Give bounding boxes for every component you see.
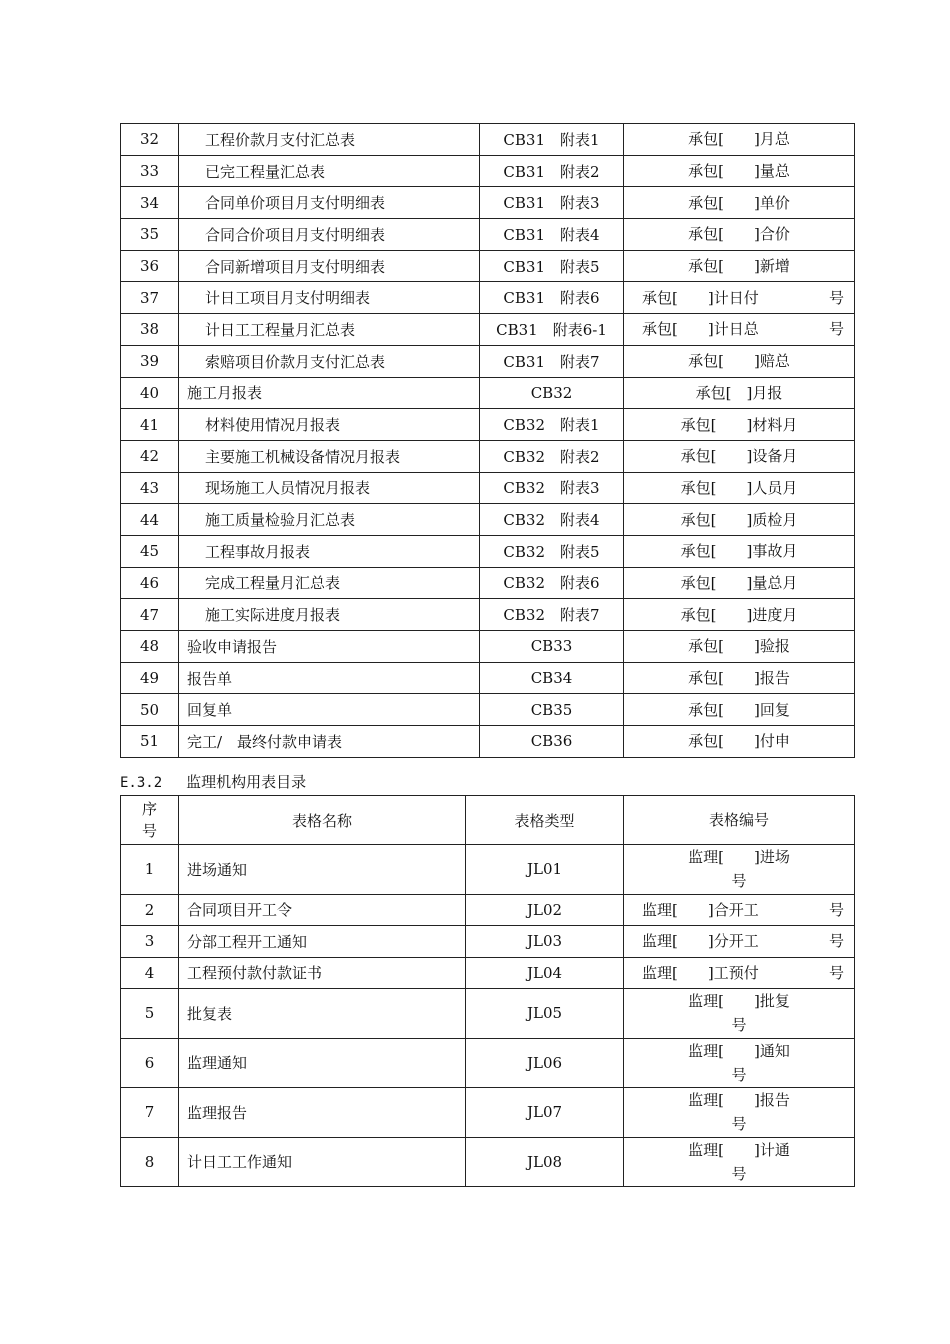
table-row xyxy=(121,472,855,504)
table-row xyxy=(121,282,855,314)
row-number: 39 xyxy=(121,345,179,377)
form-name: 合同新增项目月支付明细表 xyxy=(179,250,480,282)
form-code-suffix: 号 xyxy=(828,320,844,339)
form-code-text: 监理[ ]通知 xyxy=(688,1041,790,1060)
form-code-text: 承包[ ]报告 xyxy=(688,669,790,688)
form-code-suffix: 号 xyxy=(828,963,844,982)
form-name: 回复单 xyxy=(179,694,480,726)
form-name: 合同合价项目月支付明细表 xyxy=(179,219,480,251)
form-code xyxy=(624,989,855,1039)
row-number: 8 xyxy=(121,1137,179,1187)
form-name: 监理通知 xyxy=(179,1038,466,1088)
table-row xyxy=(121,599,855,631)
form-code xyxy=(624,567,855,599)
table-row xyxy=(121,926,855,958)
form-type: CB31 附表6-1 xyxy=(480,314,624,346)
header-type: 表格类型 xyxy=(466,796,624,845)
form-type: CB32 附表4 xyxy=(480,504,624,536)
row-number: 2 xyxy=(121,894,179,926)
form-code-suffix: 号 xyxy=(731,1164,747,1183)
form-code-text: 承包[ ]计日总 xyxy=(642,320,759,339)
form-name: 施工质量检验月汇总表 xyxy=(179,504,480,536)
form-type: JL05 xyxy=(466,989,624,1039)
form-type: CB31 附表7 xyxy=(480,345,624,377)
table-row xyxy=(121,989,855,1039)
row-number: 45 xyxy=(121,535,179,567)
row-number: 4 xyxy=(121,957,179,989)
form-code-text: 承包[ ]单价 xyxy=(688,193,790,212)
form-code-suffix: 号 xyxy=(731,1115,747,1134)
form-type: JL06 xyxy=(466,1038,624,1088)
form-code-text: 承包[ ]量总 xyxy=(688,162,790,181)
form-type: CB31 附表4 xyxy=(480,219,624,251)
table-row xyxy=(121,726,855,758)
contractor-forms-table xyxy=(120,123,855,758)
supervision-forms-table xyxy=(120,795,855,1187)
form-code-text: 监理[ ]报告 xyxy=(688,1091,790,1110)
row-number: 48 xyxy=(121,631,179,663)
row-number: 1 xyxy=(121,845,179,895)
form-code xyxy=(624,694,855,726)
form-name: 工程事故月报表 xyxy=(179,535,480,567)
form-name: 索赔项目价款月支付汇总表 xyxy=(179,345,480,377)
table-row xyxy=(121,250,855,282)
form-code xyxy=(624,504,855,536)
form-name: 完工/ 最终付款申请表 xyxy=(179,726,480,758)
row-number: 49 xyxy=(121,662,179,694)
form-name: 批复表 xyxy=(179,989,466,1039)
table-row xyxy=(121,845,855,895)
table-row xyxy=(121,1038,855,1088)
form-code xyxy=(624,314,855,346)
form-code-suffix: 号 xyxy=(731,872,747,891)
form-code-suffix: 号 xyxy=(828,900,844,919)
form-code xyxy=(624,926,855,958)
form-name: 合同项目开工令 xyxy=(179,894,466,926)
form-code xyxy=(624,599,855,631)
form-code xyxy=(624,155,855,187)
table-row xyxy=(121,345,855,377)
header-no xyxy=(121,796,179,845)
form-type: JL02 xyxy=(466,894,624,926)
form-name: 工程价款月支付汇总表 xyxy=(179,124,480,156)
row-number: 35 xyxy=(121,219,179,251)
row-number: 6 xyxy=(121,1038,179,1088)
form-code-text: 监理[ ]工预付 xyxy=(642,963,759,982)
header-no-line2: 号 xyxy=(141,822,157,840)
table-row xyxy=(121,631,855,663)
table-row xyxy=(121,894,855,926)
form-code-text: 承包[ ]事故月 xyxy=(680,542,798,561)
form-type: JL01 xyxy=(466,845,624,895)
form-code-text: 承包[ ]进度月 xyxy=(680,605,798,624)
form-type: CB34 xyxy=(480,662,624,694)
form-name: 材料使用情况月报表 xyxy=(179,409,480,441)
form-type: JL03 xyxy=(466,926,624,958)
form-name: 监理报告 xyxy=(179,1088,466,1138)
form-code xyxy=(624,1088,855,1138)
form-name: 主要施工机械设备情况月报表 xyxy=(179,440,480,472)
table-row xyxy=(121,957,855,989)
row-number: 51 xyxy=(121,726,179,758)
form-name: 完成工程量月汇总表 xyxy=(179,567,480,599)
form-code-suffix: 号 xyxy=(828,932,844,951)
form-type: CB31 附表1 xyxy=(480,124,624,156)
form-type: CB32 附表6 xyxy=(480,567,624,599)
table-row xyxy=(121,377,855,409)
form-name: 已完工程量汇总表 xyxy=(179,155,480,187)
table-row xyxy=(121,440,855,472)
form-code-text: 承包[ ]月总 xyxy=(688,130,790,149)
form-type: CB31 附表5 xyxy=(480,250,624,282)
form-code-text: 监理[ ]分开工 xyxy=(642,932,759,951)
form-type: CB36 xyxy=(480,726,624,758)
table-row xyxy=(121,1088,855,1138)
form-name: 合同单价项目月支付明细表 xyxy=(179,187,480,219)
row-number: 32 xyxy=(121,124,179,156)
form-code-text: 承包[ ]计日付 xyxy=(642,288,759,307)
row-number: 3 xyxy=(121,926,179,958)
form-name: 施工月报表 xyxy=(179,377,480,409)
header-no-line1: 序 xyxy=(141,800,157,818)
form-type: CB32 附表1 xyxy=(480,409,624,441)
form-code xyxy=(624,250,855,282)
form-type: CB32 附表7 xyxy=(480,599,624,631)
table-row xyxy=(121,155,855,187)
table-row xyxy=(121,409,855,441)
table-row xyxy=(121,124,855,156)
table-row xyxy=(121,504,855,536)
row-number: 50 xyxy=(121,694,179,726)
form-code xyxy=(624,345,855,377)
table-row xyxy=(121,219,855,251)
form-name: 现场施工人员情况月报表 xyxy=(179,472,480,504)
form-name: 报告单 xyxy=(179,662,480,694)
form-name: 工程预付款付款证书 xyxy=(179,957,466,989)
form-code-text: 承包[ ]质检月 xyxy=(680,510,798,529)
row-number: 43 xyxy=(121,472,179,504)
form-code xyxy=(624,377,855,409)
form-code-text: 承包[ ]新增 xyxy=(688,257,790,276)
form-code xyxy=(624,409,855,441)
form-code xyxy=(624,1038,855,1088)
form-type: CB31 附表3 xyxy=(480,187,624,219)
form-name: 进场通知 xyxy=(179,845,466,895)
row-number: 38 xyxy=(121,314,179,346)
row-number: 47 xyxy=(121,599,179,631)
form-code-text: 承包[ ]人员月 xyxy=(680,478,798,497)
header-name: 表格名称 xyxy=(179,796,466,845)
form-name: 计日工工作通知 xyxy=(179,1137,466,1187)
form-code xyxy=(624,535,855,567)
section-heading xyxy=(120,771,306,792)
form-code-suffix: 号 xyxy=(731,1016,747,1035)
section-title: 监理机构用表目录 xyxy=(186,773,307,791)
row-number: 36 xyxy=(121,250,179,282)
form-code-text: 监理[ ]合开工 xyxy=(642,900,759,919)
form-code-text: 承包[ ]量总月 xyxy=(680,573,798,592)
row-number: 46 xyxy=(121,567,179,599)
form-code xyxy=(624,957,855,989)
form-type: CB31 附表2 xyxy=(480,155,624,187)
form-code-text: 承包[ ]设备月 xyxy=(680,447,798,466)
table-row xyxy=(121,662,855,694)
form-code-suffix: 号 xyxy=(731,1065,747,1084)
form-code-text: 承包[ ]验报 xyxy=(688,637,790,656)
form-type: CB33 xyxy=(480,631,624,663)
form-code-text: 监理[ ]进场 xyxy=(688,848,790,867)
form-type: CB32 附表2 xyxy=(480,440,624,472)
form-code xyxy=(624,1137,855,1187)
form-type: JL08 xyxy=(466,1137,624,1187)
form-code-suffix: 号 xyxy=(828,288,844,307)
form-code-text: 承包[ ]材料月 xyxy=(680,415,798,434)
row-number: 33 xyxy=(121,155,179,187)
form-name: 施工实际进度月报表 xyxy=(179,599,480,631)
table-row xyxy=(121,567,855,599)
row-number: 44 xyxy=(121,504,179,536)
form-code xyxy=(624,440,855,472)
form-type: CB32 附表3 xyxy=(480,472,624,504)
form-name: 计日工工程量月汇总表 xyxy=(179,314,480,346)
row-number: 7 xyxy=(121,1088,179,1138)
form-code xyxy=(624,662,855,694)
form-code xyxy=(624,472,855,504)
row-number: 37 xyxy=(121,282,179,314)
row-number: 42 xyxy=(121,440,179,472)
form-code-text: 承包[ ]回复 xyxy=(688,700,790,719)
form-code-text: 监理[ ]批复 xyxy=(688,992,790,1011)
table-row xyxy=(121,694,855,726)
form-code xyxy=(624,187,855,219)
table-row xyxy=(121,187,855,219)
form-code-text: 承包[ ]付申 xyxy=(688,732,790,751)
table-row xyxy=(121,1137,855,1187)
form-type: JL07 xyxy=(466,1088,624,1138)
table-row xyxy=(121,314,855,346)
form-code xyxy=(624,845,855,895)
row-number: 40 xyxy=(121,377,179,409)
form-code xyxy=(624,894,855,926)
row-number: 34 xyxy=(121,187,179,219)
form-code-text: 承包[ ]合价 xyxy=(688,225,790,244)
table-header-row xyxy=(121,796,855,845)
form-type: CB31 附表6 xyxy=(480,282,624,314)
form-code xyxy=(624,282,855,314)
table-row xyxy=(121,535,855,567)
form-code xyxy=(624,631,855,663)
form-type: CB32 附表5 xyxy=(480,535,624,567)
form-name: 验收申请报告 xyxy=(179,631,480,663)
form-code xyxy=(624,219,855,251)
form-code-text: 承包[ ]赔总 xyxy=(688,352,790,371)
form-type: CB32 xyxy=(480,377,624,409)
form-type: JL04 xyxy=(466,957,624,989)
form-code xyxy=(624,726,855,758)
form-code-text: 监理[ ]计通 xyxy=(688,1140,790,1159)
form-code-text: 承包[ ]月报 xyxy=(695,383,783,402)
header-code: 表格编号 xyxy=(624,796,855,845)
row-number: 5 xyxy=(121,989,179,1039)
form-code xyxy=(624,124,855,156)
row-number: 41 xyxy=(121,409,179,441)
form-name: 分部工程开工通知 xyxy=(179,926,466,958)
section-number: E.3.2 xyxy=(120,775,163,791)
form-name: 计日工项目月支付明细表 xyxy=(179,282,480,314)
form-type: CB35 xyxy=(480,694,624,726)
